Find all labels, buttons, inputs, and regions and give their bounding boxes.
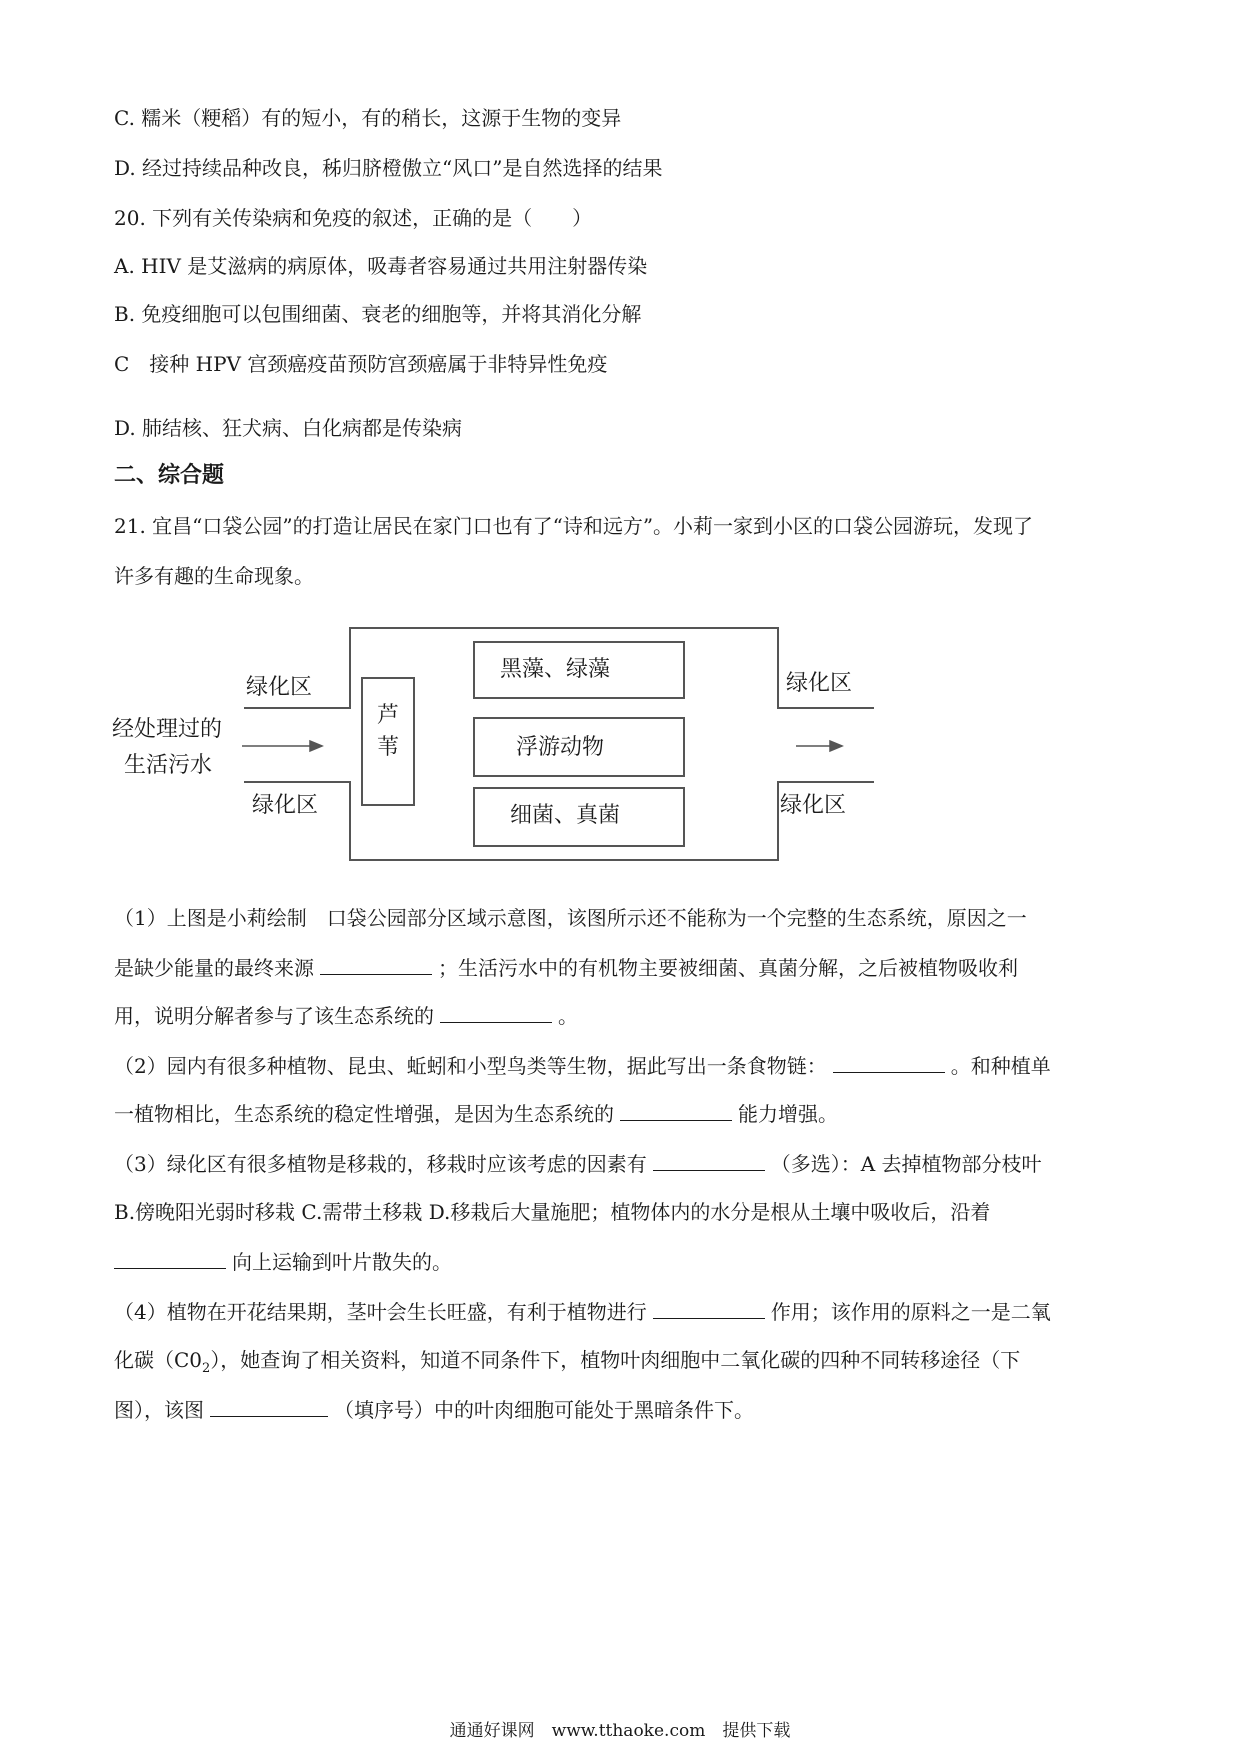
part1-line3-text-a: 用，说明分解者参与了该生态系统的: [114, 1004, 434, 1028]
answer-blank-dark-condition[interactable]: [210, 1398, 328, 1417]
part1-line3-text-b: 。: [558, 1004, 578, 1028]
part4-line3-text-b: （填序号）中的叶肉细胞可能处于黑暗条件下。: [334, 1398, 754, 1422]
part4-line3: [114, 1398, 754, 1420]
option-20c: C 接种 HPV 宫颈癌疫苗预防宫颈癌属于非特异性免疫: [114, 352, 608, 376]
part2-line2-text-b: 能力增强。: [738, 1102, 838, 1126]
green-zone-top-right: 绿化区: [786, 671, 853, 696]
part2-line1-text-b: 。和种植单: [950, 1054, 1051, 1078]
reed-char1: 芦: [377, 703, 400, 728]
answer-blank-food-chain[interactable]: [833, 1054, 945, 1073]
part3-line1-text-a: （3）绿化区有很多植物是移栽的，移栽时应该考虑的因素有: [114, 1152, 647, 1176]
part4-line2-text-b: ），她查询了相关资料，知道不同条件下，植物叶肉细胞中二氧化碳的四种不同转移途径（下: [210, 1348, 1021, 1372]
option-20d: D. 肺结核、狂犬病、白化病都是传染病: [114, 416, 463, 440]
part4-line1: [114, 1300, 1051, 1322]
green-zone-bottom-right: 绿化区: [780, 793, 847, 818]
zooplankton-label: 浮游动物: [516, 735, 605, 760]
part1-line2-text-b: ；生活污水中的有机物主要被细菌、真菌分解，之后被植物吸收利: [438, 956, 1018, 980]
part3-line3: [114, 1250, 452, 1272]
answer-blank-material-cycle[interactable]: [440, 1004, 552, 1023]
part3-line2: B.傍晚阳光弱时移栽 C.需带土移栽 D.移栽后大量施肥；植物体内的水分是根从土壤中吸收后，沿着: [114, 1200, 991, 1224]
part2-line2: [114, 1102, 838, 1124]
answer-blank-photosynthesis[interactable]: [653, 1300, 765, 1319]
reed-char2: 苇: [377, 735, 400, 760]
question-21-stem-line1: 21. 宜昌“口袋公园”的打造让居民在家门口也有了“诗和远方”。小莉一家到小区的口袋公园游玩，发现了: [114, 514, 1034, 538]
part1-line1: （1）上图是小莉绘制 口袋公园部分区域示意图，该图所示还不能称为一个完整的生态系统，原因之一: [114, 906, 1027, 930]
outlet-arrow-head: [830, 741, 842, 751]
inlet-label-line2: 生活污水: [124, 753, 213, 778]
part4-line3-text-a: 图），该图: [114, 1398, 204, 1422]
answer-blank-energy-source[interactable]: [320, 956, 432, 975]
answer-blank-self-regulation[interactable]: [620, 1102, 732, 1121]
option-19d: D. 经过持续品种改良，秭归脐橙傲立“风口”是自然选择的结果: [114, 156, 663, 180]
green-zone-top-left: 绿化区: [246, 675, 313, 700]
inlet-label-line1: 经处理过的: [112, 717, 223, 742]
part4-line2: [114, 1350, 1020, 1375]
part3-line1: [114, 1152, 1042, 1174]
option-20b: B. 免疫细胞可以包围细菌、衰老的细胞等，并将其消化分解: [114, 302, 642, 326]
decomposer-label: 细菌、真菌: [510, 803, 621, 828]
section-heading: 二、综合题: [114, 462, 225, 488]
question-20-stem: 20. 下列有关传染病和免疫的叙述，正确的是（ ）: [114, 206, 593, 230]
part4-line1-text-a: （4）植物在开花结果期，茎叶会生长旺盛，有利于植物进行: [114, 1300, 647, 1324]
part3-line3-text-b: 向上运输到叶片散失的。: [232, 1250, 452, 1274]
part4-line1-text-b: 作用；该作用的原料之一是二氧: [770, 1300, 1051, 1324]
question-21-stem-line2: 许多有趣的生命现象。: [114, 564, 314, 588]
inlet-arrow-head: [310, 741, 322, 751]
part3-line1-text-b: （多选）：A 去掉植物部分枝叶: [770, 1152, 1042, 1176]
answer-blank-vessel[interactable]: [114, 1250, 226, 1269]
part1-line2: [114, 956, 1018, 978]
part4-line2-text-a: 化碳（C0: [114, 1348, 203, 1372]
part1-line2-text-a: 是缺少能量的最终来源: [114, 956, 314, 980]
algae-label: 黑藻、绿藻: [500, 657, 611, 682]
answer-blank-transplant-factors[interactable]: [653, 1152, 765, 1171]
part2-line2-text-a: 一植物相比，生态系统的稳定性增强，是因为生态系统的: [114, 1102, 614, 1126]
part2-line1-text-a: （2）园内有很多种植物、昆虫、蚯蚓和小型鸟类等生物，据此写出一条食物链：: [114, 1054, 827, 1078]
part1-line3: [114, 1004, 578, 1026]
option-19c: C. 糯米（粳稻）有的短小，有的稍长，这源于生物的变异: [114, 106, 622, 130]
page-footer: 通通好课网 www.tthaoke.com 提供下载: [449, 1721, 791, 1741]
part2-line1: [114, 1054, 1051, 1076]
co2-subscript: 2: [202, 1361, 211, 1376]
option-20a: A. HIV 是艾滋病的病原体，吸毒者容易通过共用注射器传染: [114, 254, 648, 278]
green-zone-bottom-left: 绿化区: [252, 793, 319, 818]
